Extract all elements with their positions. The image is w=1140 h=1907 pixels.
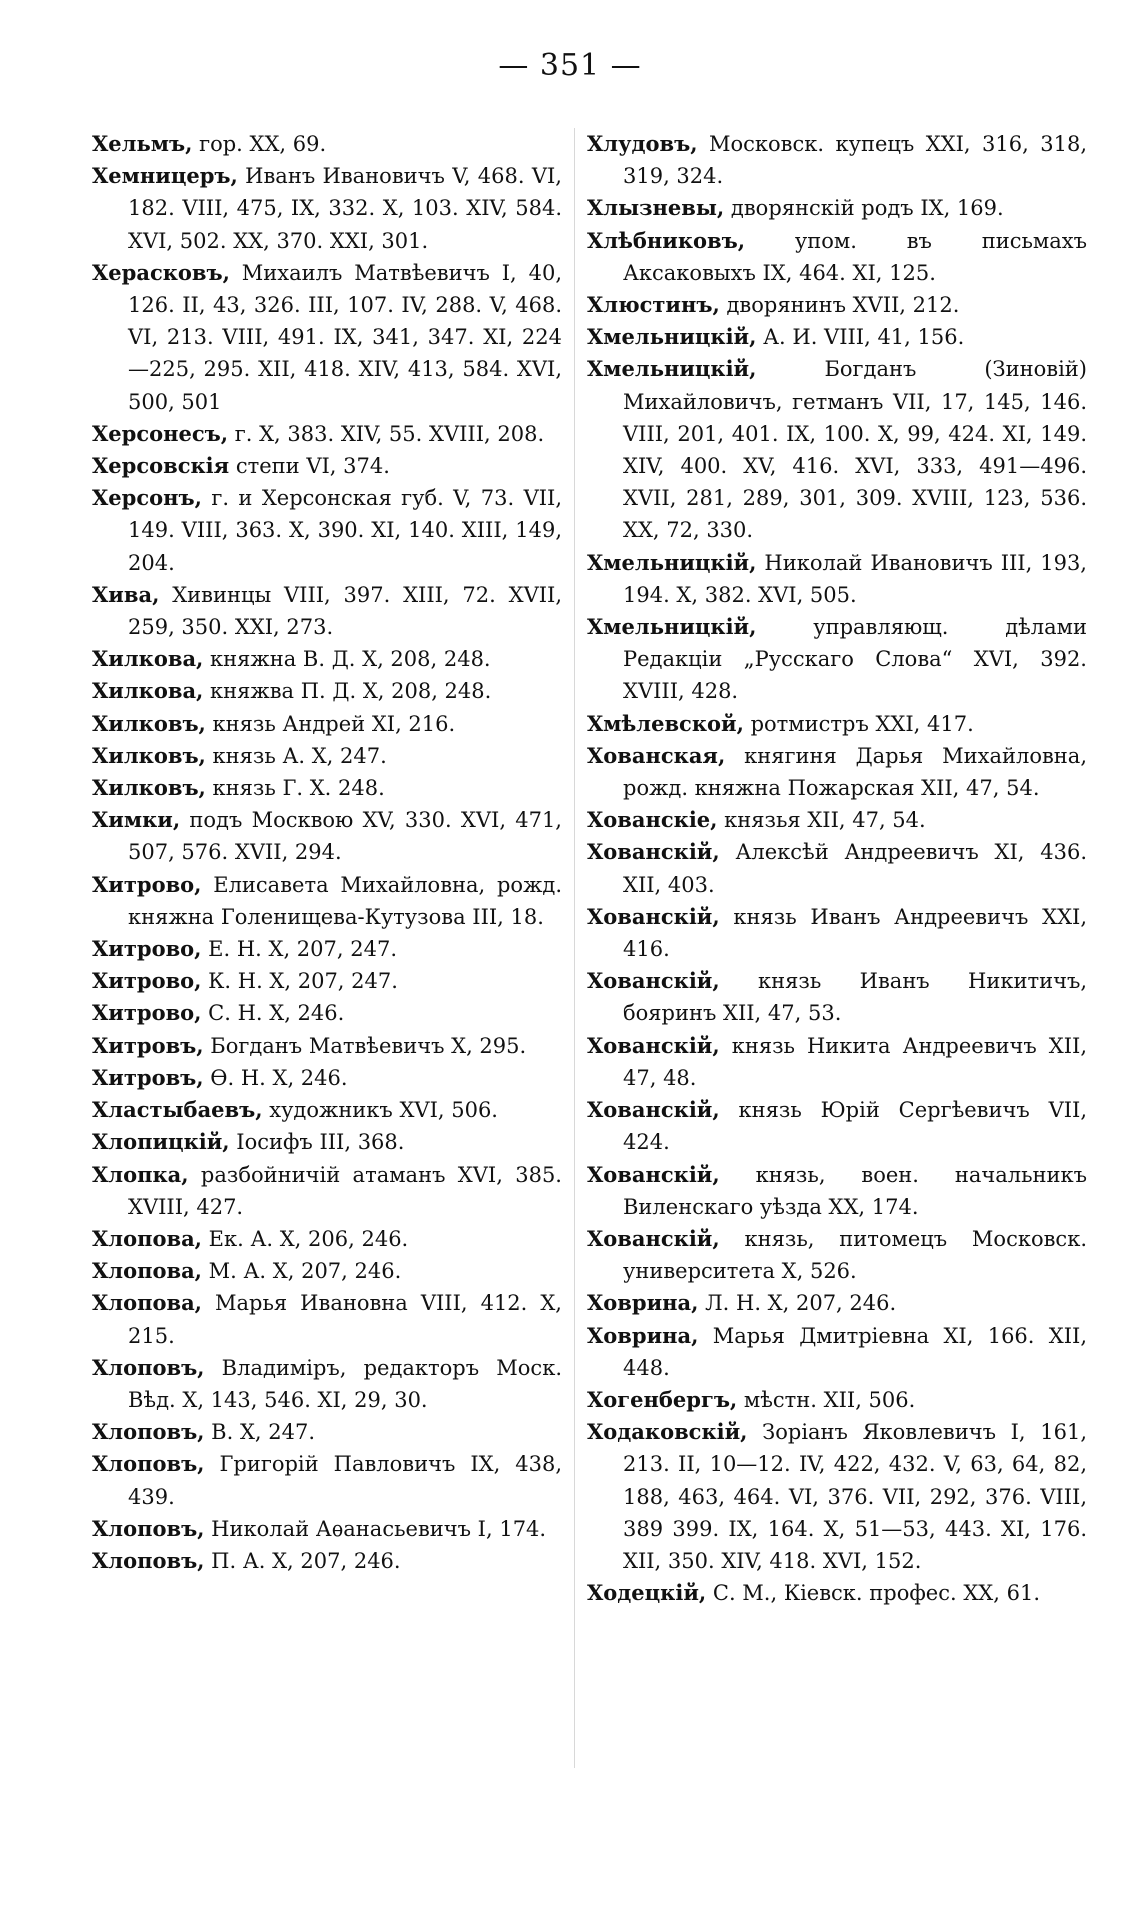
index-entry — [92, 418, 562, 450]
entry-headword: Хогенбергъ, — [587, 1386, 738, 1412]
right-column — [587, 128, 1087, 1609]
entry-references: княжва П. Д. X, 208, 248. — [203, 679, 492, 704]
entry-references: князья XII, 47, 54. — [717, 808, 926, 833]
entry-references: степи VI, 374. — [229, 454, 390, 479]
entry-references: К. Н. X, 207, 247. — [201, 969, 398, 994]
index-entry — [92, 933, 562, 965]
index-entry — [92, 772, 562, 804]
column-divider — [574, 128, 575, 1768]
entry-headword: Хлопицкій, — [92, 1129, 230, 1155]
index-entry — [587, 611, 1087, 708]
index-entry — [587, 353, 1087, 546]
entry-references: князь Юрій Сергѣевичъ VII, 424. — [623, 1098, 1087, 1155]
entry-references: князь Никита Андреевичъ XII, 47, 48. — [623, 1033, 1087, 1090]
entry-headword: Хлоповъ, — [92, 1451, 205, 1477]
index-entry — [587, 708, 1087, 740]
entry-references: князь Андрей XI, 216. — [205, 711, 456, 736]
entry-references: мѣстн. XII, 506. — [737, 1387, 916, 1412]
entry-headword: Хованскіе, — [587, 807, 718, 833]
entry-headword: Херсонесъ, — [92, 420, 229, 446]
index-entry — [92, 997, 562, 1029]
entry-references: М. А. X, 207, 246. — [202, 1259, 402, 1284]
index-entry — [587, 1030, 1087, 1094]
index-entry — [587, 1416, 1087, 1577]
index-entry — [92, 740, 562, 772]
index-entry — [92, 675, 562, 707]
entry-headword: Хлудовъ, — [587, 131, 698, 156]
entry-references: разбойничій атаманъ XVI, 385. XVIII, 427. — [128, 1162, 562, 1219]
index-entry — [587, 901, 1087, 965]
entry-references: ротмистръ XXI, 417. — [743, 711, 974, 736]
entry-references: А. И. VIII, 41, 156. — [756, 325, 965, 350]
entry-headword: Химки, — [92, 807, 181, 833]
index-entry — [587, 547, 1087, 611]
entry-headword: Ховрина, — [587, 1322, 699, 1348]
index-entry — [92, 708, 562, 740]
entry-references: князь А. X, 247. — [205, 743, 387, 768]
entry-references: г. и Херсонская губ. V, 73. VII, 149. VIII, 363. X, 390. XI, 140. XIII, 149, 204. — [128, 486, 562, 575]
entry-references: князь, питомецъ Московск. университета X, 526. — [623, 1226, 1087, 1284]
index-entry — [587, 804, 1087, 836]
index-entry — [587, 836, 1087, 900]
entry-references: Хивинцы VIII, 397. XIII, 72. XVII, 259, 350. XXI, 273. — [128, 582, 562, 640]
entry-headword: Хитрово, — [92, 1000, 202, 1026]
entry-references: С. Н. X, 246. — [201, 1001, 345, 1026]
entry-references: Е. Н. X, 207, 247. — [201, 937, 397, 962]
index-entry — [587, 1159, 1087, 1223]
entry-headword: Херсовскія — [92, 453, 230, 479]
index-entry — [587, 1223, 1087, 1287]
entry-references: дворянскій родъ IX, 169. — [724, 196, 1004, 221]
entry-headword: Хмельницкій, — [587, 324, 757, 350]
entry-references: дворянинъ XVII, 212. — [719, 293, 960, 318]
index-entry — [92, 1223, 562, 1255]
index-entry — [92, 1062, 562, 1094]
entry-references: Ѳ. Н. X, 246. — [203, 1065, 348, 1090]
entry-references: Николай Ивановичъ III, 193, 194. X, 382. XVI, 505. — [623, 550, 1087, 607]
entry-headword: Хлоповъ, — [92, 1419, 205, 1445]
index-entry — [587, 1320, 1087, 1384]
entry-references: художникъ XVI, 506. — [262, 1098, 498, 1123]
entry-references: Богданъ Матвѣевичъ X, 295. — [203, 1033, 527, 1058]
index-entry — [92, 1159, 562, 1223]
index-entry — [587, 1287, 1087, 1319]
entry-headword: Хованская, — [587, 742, 726, 768]
entry-references: управляющ. дѣлами Редакціи „Русскаго Слова“ XVI, 392. XVIII, 428. — [623, 615, 1087, 704]
index-entry — [92, 1030, 562, 1062]
entry-references: Л. Н. X, 207, 246. — [698, 1291, 897, 1316]
entry-headword: Хлопова, — [92, 1258, 202, 1284]
index-entry — [92, 1287, 562, 1351]
entry-references: П. А. X, 207, 246. — [204, 1548, 401, 1573]
index-entry — [92, 965, 562, 997]
entry-headword: Хлоповъ, — [92, 1547, 205, 1573]
entry-headword: Хлопова, — [92, 1225, 202, 1251]
entry-references: Ек. А. X, 206, 246. — [202, 1226, 409, 1251]
page-number: — 351 — — [498, 48, 642, 83]
index-entry — [92, 1513, 562, 1545]
index-entry — [587, 1094, 1087, 1158]
entry-references: Богданъ (Зиновій) Михайловичъ, гетманъ VII, 17, 145, 146. VIII, 201, 401. IX, 100. X, 99, 424. XI, 149. XIV, 400. XV, 416. XVI, 333, 491—496. XVII, 281, 289, 301, 309. XVIII, 123, 536. XX, 72, 330. — [623, 357, 1087, 543]
entry-references: Михаилъ Матвѣевичъ I, 40, 126. II, 43, 326. III, 107. IV, 288. V, 468. VI, 213. VIII, 491. IX, 341, 347. XI, 224—225, 295. XII, 418. XIV, 413, 584. XVI, 500, 501 — [128, 260, 562, 414]
index-entry — [587, 128, 1087, 192]
entry-headword: Хованскій, — [587, 1161, 720, 1187]
entry-headword: Хлызневы, — [587, 195, 725, 221]
entry-headword: Хованскій, — [587, 1097, 720, 1123]
entry-headword: Хлѣбниковъ, — [587, 227, 746, 253]
entry-references: Зоріанъ Яковлевичъ I, 161, 213. II, 10—12. IV, 422, 432. V, 63, 64, 82, 188, 463, 464. VI, 376. VII, 292, 376. VIII, 389 399. IX, 164. X, 51—53, 443. XI, 176. XII, 350. XIV, 418. XVI, 152. — [623, 1420, 1087, 1573]
entry-references: князь Иванъ Никитичъ, бояринъ XII, 47, 53. — [623, 969, 1087, 1026]
entry-references: Григорій Павловичъ IX, 438, 439. — [128, 1452, 562, 1509]
entry-references: князь Иванъ Андреевичъ XXI, 416. — [623, 904, 1087, 962]
index-entry — [92, 1352, 562, 1416]
index-entry — [92, 1126, 562, 1158]
entry-headword: Херсонъ, — [92, 485, 202, 511]
index-entry — [92, 1255, 562, 1287]
entry-references: Елисавета Михайловна, рожд. княжна Голенищева-Кутузова III, 18. — [128, 872, 562, 929]
entry-headword: Хованскій, — [587, 903, 720, 929]
index-entry — [92, 257, 562, 418]
entry-headword: Хованскій, — [587, 839, 720, 865]
entry-references: г. X, 383. XIV, 55. XVIII, 208. — [228, 421, 545, 446]
entry-references: Алексѣй Андреевичъ XI, 436. XII, 403. — [623, 840, 1087, 897]
entry-headword: Хитрово, — [92, 871, 202, 897]
entry-headword: Хельмъ, — [92, 131, 193, 156]
entry-headword: Херасковъ, — [92, 259, 230, 285]
index-entry — [92, 579, 562, 643]
index-entry — [92, 450, 562, 482]
index-entry — [92, 160, 562, 257]
entry-headword: Хива, — [92, 581, 160, 607]
left-column — [92, 128, 562, 1577]
index-entry — [92, 1448, 562, 1512]
entry-headword: Хмельницкій, — [587, 614, 757, 640]
entry-headword: Хемницеръ, — [92, 163, 238, 189]
entry-headword: Хилковъ, — [92, 710, 206, 736]
entry-headword: Хлопова, — [92, 1290, 202, 1316]
index-entry — [92, 1094, 562, 1126]
entry-references: гор. XX, 69. — [192, 132, 327, 156]
entry-headword: Хилкова, — [92, 646, 204, 672]
entry-references: Марья Дмитріевна XI, 166. XII, 448. — [623, 1323, 1087, 1380]
entry-headword: Хованскій, — [587, 968, 720, 994]
entry-headword: Хитрово, — [92, 936, 202, 962]
entry-references: Иванъ Ивановичъ V, 468. VI, 182. VIII, 475, IX, 332. X, 103. XIV, 584. XVI, 502. XX, 370. XXI, 301. — [128, 164, 562, 253]
entry-headword: Хитровъ, — [92, 1064, 204, 1090]
entry-headword: Ходаковскій, — [587, 1419, 748, 1445]
entry-headword: Хитровъ, — [92, 1032, 204, 1058]
entry-references: Марья Ивановна VIII, 412. X, 215. — [128, 1291, 562, 1348]
index-entry — [92, 128, 562, 160]
entry-references: Владиміръ, редакторъ Моск. Вѣд. X, 143, 546. XI, 29, 30. — [128, 1355, 562, 1412]
entry-headword: Хмѣлевской, — [587, 710, 744, 736]
index-entry — [587, 1577, 1087, 1609]
entry-headword: Хованскій, — [587, 1032, 720, 1058]
entry-references: Іосифъ III, 368. — [229, 1130, 405, 1155]
index-entry — [92, 482, 562, 579]
index-entry — [587, 965, 1087, 1029]
entry-references: княжна В. Д. X, 208, 248. — [203, 647, 491, 672]
entry-headword: Хластыбаевъ, — [92, 1097, 263, 1123]
entry-headword: Хлюстинъ, — [587, 292, 720, 318]
index-entry — [587, 321, 1087, 353]
entry-references: княгиня Дарья Михайловна, рожд. княжна Пожарская XII, 47, 54. — [623, 743, 1087, 801]
entry-references: Николай Аѳанасьевичъ I, 174. — [204, 1516, 547, 1541]
index-entry — [587, 1384, 1087, 1416]
entry-headword: Хлоповъ, — [92, 1515, 205, 1541]
entry-headword: Ходецкій, — [587, 1580, 707, 1606]
entry-headword: Хованскій, — [587, 1225, 720, 1251]
entry-headword: Хлоповъ, — [92, 1354, 205, 1380]
index-entry — [587, 225, 1087, 289]
entry-references: князь, воен. начальникъ Виленскаго уѣзда XX, 174. — [623, 1162, 1087, 1219]
index-entry — [92, 869, 562, 933]
index-entry — [92, 1545, 562, 1577]
index-entry — [92, 1416, 562, 1448]
entry-headword: Хитрово, — [92, 968, 202, 994]
entry-references: подъ Москвою XV, 330. XVI, 471, 507, 576. XVII, 294. — [128, 808, 562, 865]
index-entry — [587, 192, 1087, 224]
entry-references: князь Г. X. 248. — [205, 776, 385, 801]
entry-headword: Хилковъ, — [92, 742, 206, 768]
index-entry — [587, 740, 1087, 804]
entry-references: Московск. купецъ XXI, 316, 318, 319, 324. — [623, 132, 1087, 189]
entry-references: С. М., Кіевск. профес. XX, 61. — [706, 1581, 1040, 1606]
index-entry — [92, 643, 562, 675]
entry-headword: Хмельницкій, — [587, 356, 757, 382]
entry-headword: Хилковъ, — [92, 775, 206, 801]
entry-references: упом. въ письмахъ Аксаковыхъ IX, 464. XI, 125. — [623, 228, 1087, 285]
entry-references: В. X, 247. — [204, 1420, 316, 1445]
entry-headword: Хилкова, — [92, 678, 204, 704]
index-entry — [587, 289, 1087, 321]
index-entry — [92, 804, 562, 868]
entry-headword: Хмельницкій, — [587, 549, 757, 575]
entry-headword: Ховрина, — [587, 1290, 699, 1316]
entry-headword: Хлопка, — [92, 1161, 189, 1187]
